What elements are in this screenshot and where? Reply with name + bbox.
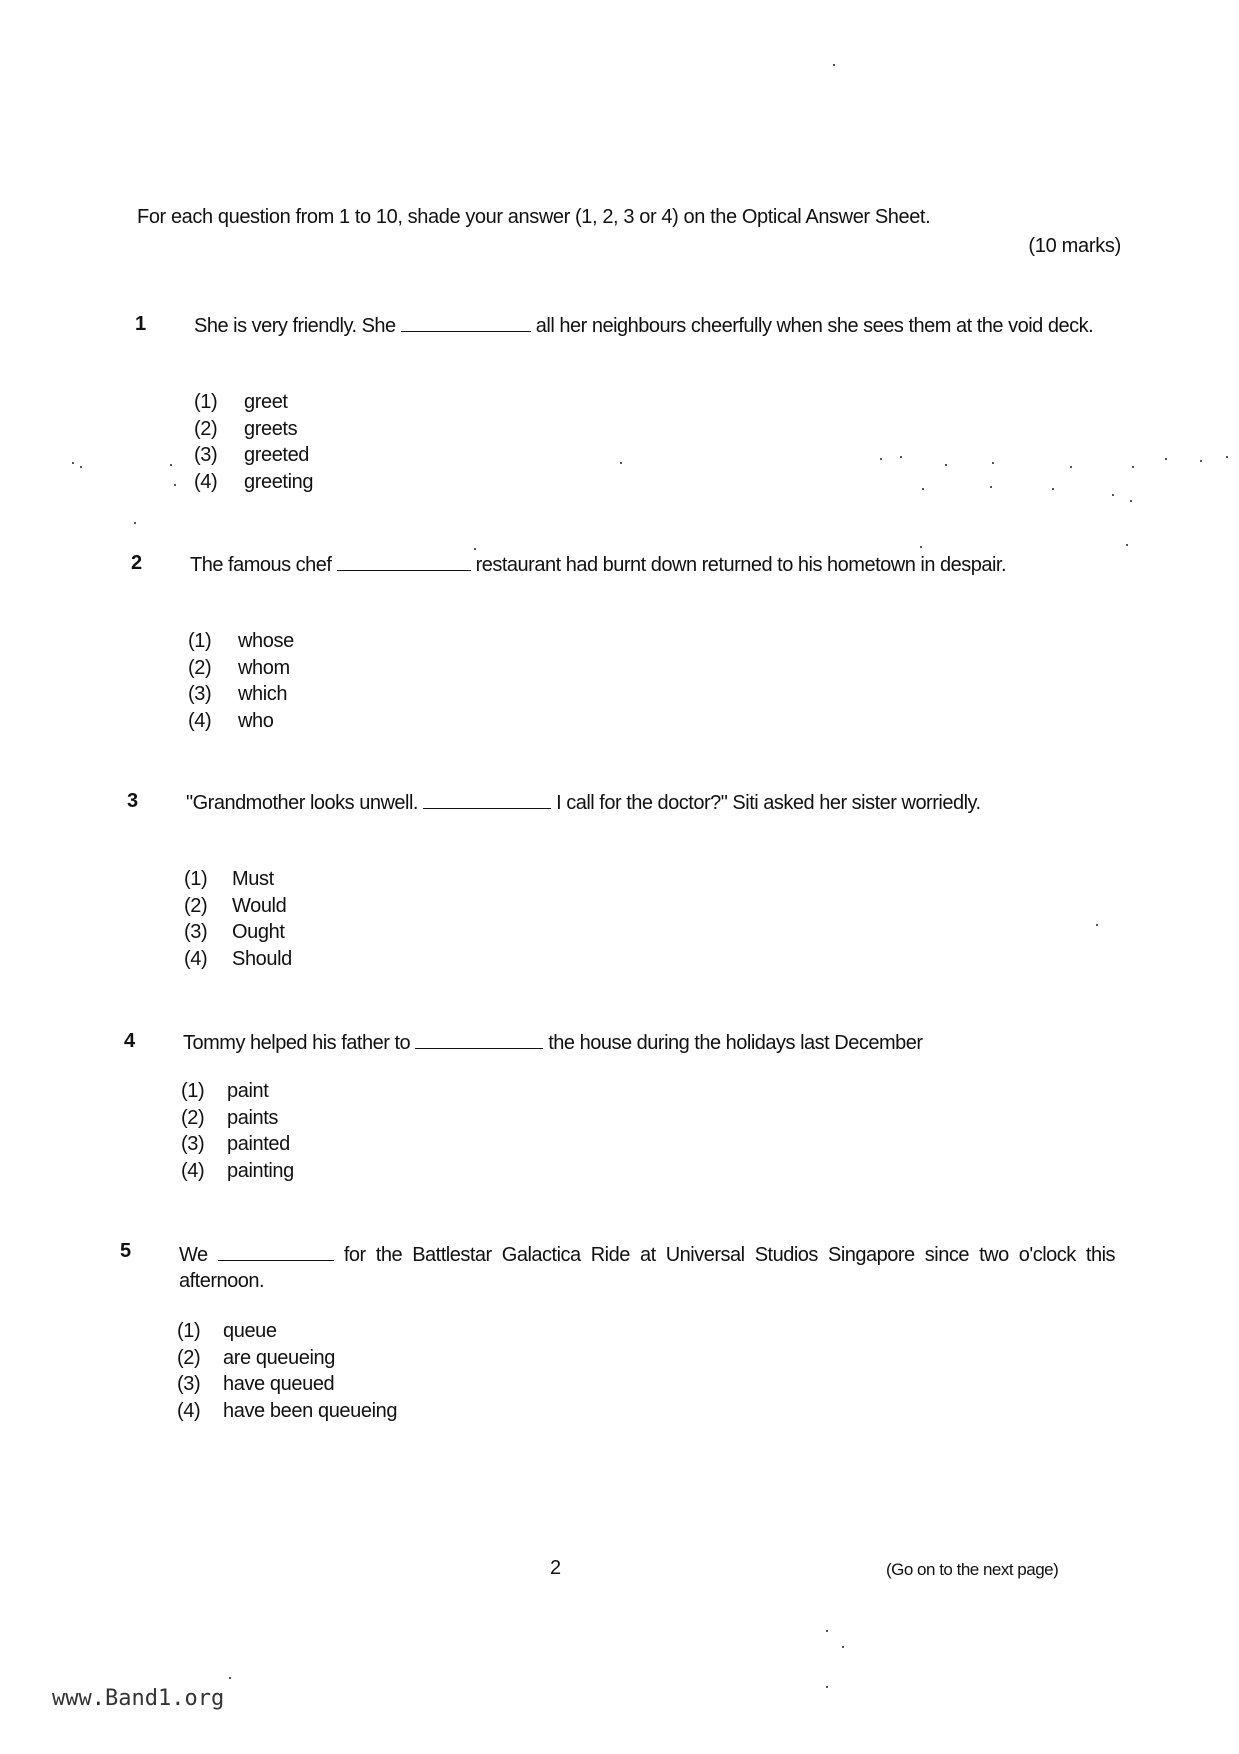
question-1-option[interactable]: (1) greet (194, 391, 288, 413)
question-3-blank (423, 790, 551, 809)
question-2-stem-end: restaurant had burnt down returned to his hometown in despair. (475, 554, 1007, 576)
question-2-options (188, 628, 294, 734)
page-number: 2 (550, 1557, 562, 1579)
question-1-option[interactable]: (3) greeted (194, 444, 310, 466)
next-page-note: (Go on to the next page) (886, 1560, 1059, 1579)
question-1-option[interactable]: (4) greeting (194, 470, 314, 493)
question-5-option[interactable]: (2) are queueing (177, 1346, 335, 1369)
website-watermark: www.Band1.org (52, 1686, 225, 1711)
question-3-option[interactable]: (1) Must (184, 868, 274, 890)
question-2-option[interactable]: (2) whom (188, 656, 290, 679)
question-3-options (184, 866, 292, 972)
question-4-option[interactable]: (1) paint (181, 1080, 269, 1102)
question-3-stem-end: I call for the doctor?" Siti asked her sister worriedly. (556, 792, 981, 814)
question-4-option[interactable]: (2) paints (181, 1106, 278, 1129)
question-1-stem-start: She is very friendly. She (194, 315, 396, 337)
question-2-option[interactable]: (4) who (188, 709, 274, 732)
question-5-number: 5 (120, 1240, 132, 1262)
question-1-blank (401, 313, 531, 332)
question-5-options (177, 1318, 397, 1424)
question-1-number: 1 (135, 313, 147, 335)
question-2-number: 2 (131, 552, 143, 574)
instructions: For each question from 1 to 10, shade your answer (1, 2, 3 or 4) on the Optical Answer Sheet. (137, 206, 931, 228)
question-2-stem-start: The famous chef (190, 554, 332, 576)
question-5-stem-end: for the Battlestar Galactica Ride at Universal Studios Singapore since two o'clock this afternoon. (179, 1244, 1116, 1292)
question-3-option[interactable]: (2) Would (184, 894, 287, 917)
total-marks: (10 marks) (1028, 235, 1121, 257)
question-4-number: 4 (124, 1030, 136, 1052)
question-4-stem-start: Tommy helped his father to (183, 1032, 411, 1054)
question-5-text (179, 1242, 1115, 1294)
question-4-stem-end: the house during the holidays last December (548, 1032, 923, 1054)
question-4-blank (415, 1030, 543, 1049)
question-3-option[interactable]: (3) Ought (184, 921, 285, 943)
question-2-option[interactable]: (1) whose (188, 630, 294, 652)
question-1-text (194, 313, 1116, 339)
question-3-number: 3 (127, 790, 139, 812)
question-2-option[interactable]: (3) which (188, 683, 288, 705)
question-3-stem-start: "Grandmother looks unwell. (186, 792, 418, 814)
question-5-stem-start: We (179, 1244, 208, 1266)
question-1-options (194, 389, 313, 495)
question-3-option[interactable]: (4) Should (184, 947, 292, 970)
question-5-option[interactable]: (3) have queued (177, 1373, 335, 1395)
question-1-option[interactable]: (2) greets (194, 417, 298, 440)
question-4-option[interactable]: (4) painting (181, 1159, 294, 1182)
question-3-text (186, 790, 1066, 816)
question-5-blank (218, 1242, 334, 1261)
question-4-option[interactable]: (3) painted (181, 1133, 290, 1155)
question-4-text (183, 1030, 1083, 1056)
question-1-stem-end: all her neighbours cheerfully when she sees them at the void deck. (535, 315, 1094, 337)
question-5-option[interactable]: (4) have been queueing (177, 1399, 398, 1422)
question-4-options (181, 1078, 294, 1184)
question-2-blank (337, 552, 471, 571)
question-2-text (190, 552, 1112, 578)
question-5-option[interactable]: (1) queue (177, 1320, 277, 1342)
